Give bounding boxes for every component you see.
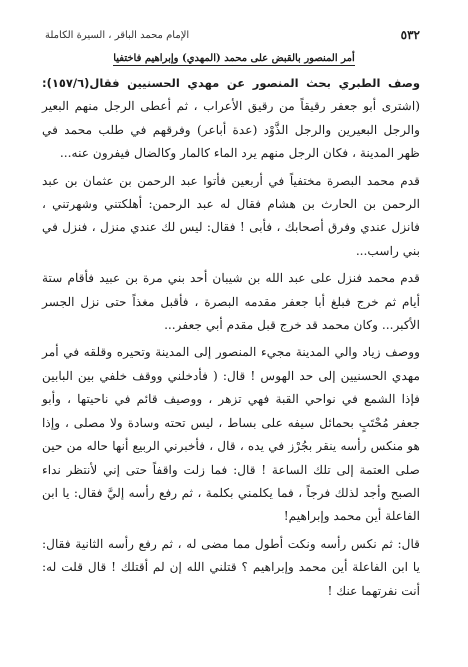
book-title: الإمام محمد الباقر ، السيرة الكاملة	[45, 29, 190, 41]
section-title-text: أمر المنصور بالقبض على محمد (المهدي) وإبراهيم فاختفيا	[113, 53, 355, 64]
paragraph-text: ووصف زياد والي المدينة مجيء المنصور إلى المدينة وتحيره وقلقه في أمر مهدي الحسنيين إلى حد الهوس ! قال: ( فأدخلني ووقف خلفي بين البابين فإذا الشمع في نواحي القبة فهي تزهر ، ووصيف قائم في ناحيتها ، وأبو جعفر مُحْتَبٍ بحمائل سيفه على بساط ، ليس تحته وسادة ولا مصلى ، وإذا هو منكس رأسه ينقر بجُرْز في يده ، قال ، فأخبرني الربيع أنها حاله من حين صلى العتمة إلى تلك الساعة ! قال: فما زلت واقفاً حتى إني لأنتظر نداء الصبح وأجد لذلك فرجاً ، فما يكلمني بكلمة ، ثم رفع رأسه إليَّ فقال: يا ابن الفاعلة أين محمد وإبراهيم!	[42, 345, 420, 524]
paragraph	[42, 533, 420, 603]
page-number: ٥٣٢	[400, 28, 420, 42]
paragraph	[42, 72, 420, 166]
paragraph-lead: وصف الطبري بحث المنصور عن مهدي الحسنيين فقال(١٥٧/٦):	[42, 76, 420, 90]
paragraph-text: قال: ثم نكس رأسه ونكت أطول مما مضى له ، ثم رفع رأسه الثانية فقال: يا ابن الفاعلة أين محمد وإبراهيم ؟ قتلني الله إن لم أقتلك ! قال قلت له: أنت نفرتهما عنك !	[42, 536, 420, 598]
section-title	[60, 52, 408, 66]
paragraph-text: قدم محمد فنزل على عبد الله بن شيبان أحد بني مرة بن عبيد فأقام ستة أيام ثم خرج فبلغ أبا جعفر مقدمه البصرة ، فأقبل مغذاً حتى نزل الجسر الأكبر... وكان محمد قد خرج قبل مقدم أبي جعفر...	[42, 271, 420, 333]
paragraph-text: قدم محمد البصرة مختفياً في أربعين فأتوا عبد الرحمن بن عثمان بن عبد الرحمن بن الحارث بن هشام فقال له عبد الرحمن: أهلكتني وشهرتني ، فانزل عندي وفرق أصحابك ، فأبى ! فقال: ليس لك عندي منزل ، فنزل في بني راسب...	[42, 173, 420, 258]
paragraph	[42, 170, 420, 264]
paragraph-text: (اشترى أبو جعفر رقيقاً من رقيق الأعراب ، ثم أعطى الرجل منهم البعير والرجل البعيرين والرجل الذَّوْد (عدة أباعر) وفرقهم في طلب محمد في ظهر المدينة ، فكان الرجل منهم يرد الماء كالمار وكالضال فيفرون عنه...	[42, 99, 420, 161]
running-header	[45, 27, 420, 43]
paragraph	[42, 267, 420, 337]
paragraph	[42, 341, 420, 528]
body-text	[42, 72, 420, 607]
